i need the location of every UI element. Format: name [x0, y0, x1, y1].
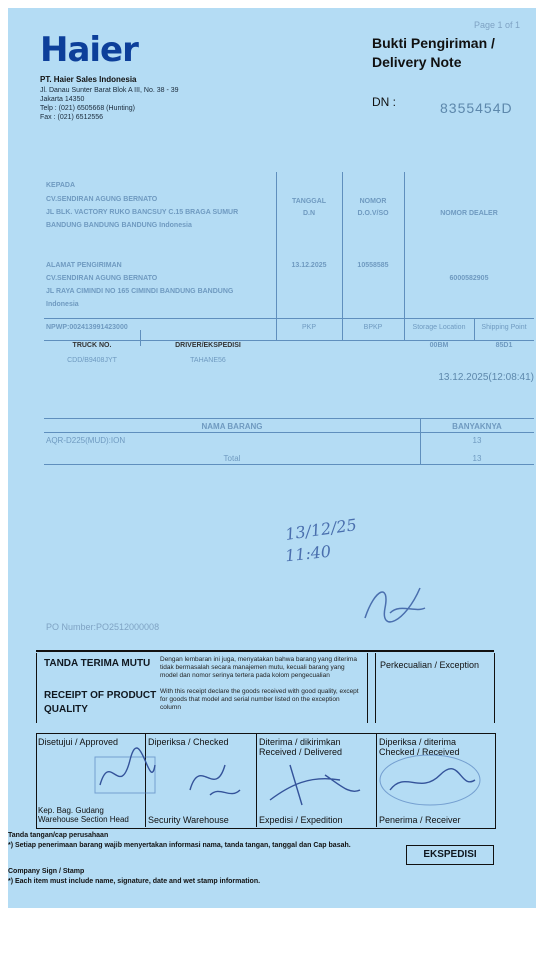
signatures-stamps	[40, 745, 490, 815]
shipping-point-value: 85D1	[495, 342, 513, 349]
quality-text-id: Dengan lembaran ini juga, menyatakan bahwa barang yang diterima tidak bermasalah secara manajemen mutu, kecuali barang yang model dan nomor serinya tertera pada kolom pengecualian	[160, 656, 357, 679]
haier-logo: Haier	[40, 30, 138, 70]
footer-note-1-title: Tanda tangan/cap perusahaan	[8, 832, 109, 839]
dealer-header: NOMOR DEALER	[440, 210, 498, 217]
page-number: Page 1 of 1	[474, 20, 521, 30]
shipping-name: CV.SENDIRAN AGUNG BERNATO	[46, 275, 158, 282]
company-fax: Fax : (021) 6512556	[40, 114, 104, 121]
divider	[44, 464, 534, 465]
receiver-label: Penerima / Receiver	[379, 815, 461, 825]
divider	[44, 318, 534, 319]
tanggal-header: TANGGAL	[291, 198, 327, 205]
shipping-address-1: JL RAYA CIMINDI NO 165 CIMINDI BANDUNG BANDUNG	[46, 288, 234, 295]
copy-label: EKSPEDISI	[406, 845, 494, 865]
shipping-label: ALAMAT PENGIRIMAN	[46, 262, 122, 269]
shipping-point-label: Shipping Point	[481, 324, 527, 331]
nomor-header: NOMOR	[359, 198, 387, 205]
delivery-date: 13.12.2025	[291, 262, 327, 269]
storage-location-label: Storage Location	[412, 324, 466, 331]
so-number: 10558585	[357, 262, 389, 269]
truck-number: CDD/B9408JYT	[67, 357, 117, 364]
checked-received-label: Diperiksa / diterima Checked / Received	[379, 737, 460, 757]
company-address-2: Jakarta 14350	[40, 96, 85, 103]
document-title-line-1: Bukti Pengiriman /	[372, 35, 495, 51]
customer-address-2: BANDUNG BANDUNG BANDUNG Indonesia	[46, 222, 192, 229]
footer-note-2: *) Each item must include name, signature, date and wet stamp information.	[8, 878, 261, 885]
expedition-label: Expedisi / Expedition	[259, 815, 343, 825]
company-phone: Telp : (021) 6505668 (Hunting)	[40, 105, 135, 112]
kepada-label: KEPADA	[46, 182, 76, 189]
signature-scribble	[360, 578, 430, 628]
handwritten-time: 11:40	[284, 541, 332, 566]
divider	[44, 418, 534, 419]
company-name: PT. Haier Sales Indonesia	[40, 75, 137, 84]
nomor-sub: D.O.V/SO	[357, 210, 389, 217]
total-label: Total	[223, 454, 241, 463]
tanggal-sub: D.N	[302, 210, 316, 217]
quality-title-en-1: RECEIPT OF PRODUCT	[44, 690, 157, 701]
footer-note-1: *) Setiap penerimaan barang wajib menyertakan informasi nama, tanda tangan, tanggal dan Cap basah.	[8, 842, 351, 849]
document-title	[372, 34, 495, 72]
dealer-number: 6000582905	[449, 275, 489, 282]
document-title-line-2: Delivery Note	[372, 54, 462, 70]
quality-title-id: TANDA TERIMA MUTU	[44, 658, 151, 669]
quality-text-en: With this receipt declare the goods received with good quality, except for goods that model and serial number listed on the exception column	[160, 688, 359, 711]
item-name: AQR-D225(MUD):ION	[46, 436, 126, 445]
npwp: NPWP:002413991423000	[46, 324, 128, 331]
print-timestamp: 13.12.2025(12:08:41)	[438, 372, 534, 383]
item-qty-header: BANYAKNYA	[452, 422, 502, 431]
dn-label: DN :	[372, 95, 396, 109]
company-address-1: Jl. Danau Sunter Barat Blok A III, No. 38 - 39	[40, 87, 179, 94]
pkp-label: PKP	[301, 324, 316, 331]
divider	[44, 340, 534, 341]
truck-label: TRUCK NO.	[72, 342, 112, 349]
divider	[404, 172, 405, 340]
shipping-address-2: Indonesia	[46, 301, 79, 308]
dn-number: 8355454D	[440, 100, 513, 116]
po-number: PO Number:PO2512000008	[46, 622, 160, 632]
driver-label: DRIVER/EKSPEDISI	[175, 342, 241, 349]
approved-label: Disetujui / Approved	[38, 737, 119, 747]
total-qty: 13	[472, 454, 482, 463]
customer-name: CV.SENDIRAN AGUNG BERNATO	[46, 196, 158, 203]
security-label: Security Warehouse	[148, 815, 229, 825]
customer-address-1: JL BLK. VACTORY RUKO BANCSUY C.15 BRAGA SUMUR	[46, 209, 239, 216]
footer-note-2-title: Company Sign / Stamp	[8, 868, 85, 875]
bpkp-label: BPKP	[363, 324, 383, 331]
divider	[36, 650, 494, 652]
delivered-label: Diterima / dikirimkan Received / Delivered	[259, 737, 343, 757]
divider	[44, 432, 534, 433]
exception-label: Perkecualian / Exception	[380, 660, 480, 670]
quality-title-en-2: QUALITY	[44, 704, 88, 715]
warehouse-head-label: Kep. Bag. Gudang Warehouse Section Head	[38, 806, 129, 824]
storage-location-value: 00BM	[429, 342, 449, 349]
item-qty: 13	[472, 436, 482, 445]
handwritten-date: 13/12/25	[284, 515, 358, 544]
driver-name: TAHANE56	[190, 357, 226, 364]
item-name-header: NAMA BARANG	[201, 422, 263, 431]
checked-label: Diperiksa / Checked	[148, 737, 229, 747]
